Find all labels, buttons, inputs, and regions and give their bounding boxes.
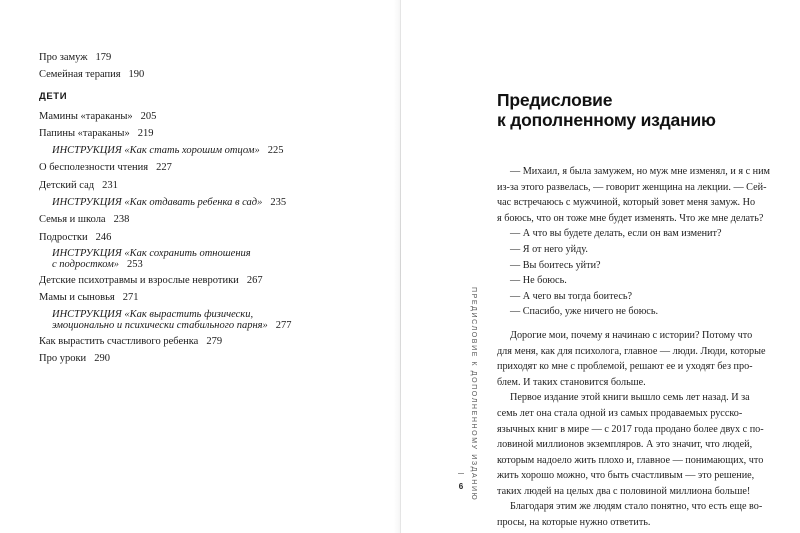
toc-entry-title-line: с подростком» 253	[52, 259, 143, 271]
text-line: для меня, как для психолога, главное — люди. Люди, которые	[497, 345, 766, 357]
toc-page-number: 227	[156, 162, 172, 174]
text-line: из-за этого развелась, — говорит женщина на лекции. — Сей-	[497, 181, 767, 193]
paragraph	[497, 499, 775, 530]
text-line: которым надоело жить плохо и, главное — понимающих, что	[497, 454, 764, 466]
toc-entry-title: Как вырастить счастливого ребенка	[39, 335, 199, 347]
text-line: Дорогие мои, почему я начинаю с истории? Потому что	[510, 329, 753, 341]
text-line: — Не боюсь.	[510, 275, 567, 287]
toc-entry-title: Семейная терапия	[39, 69, 121, 81]
toc-entry	[39, 213, 379, 230]
chapter-title-line-1: Предисловие	[497, 90, 613, 110]
paragraph	[497, 390, 775, 499]
toc-instruction-entry	[39, 248, 379, 274]
toc-page-number: 219	[137, 127, 154, 139]
text-line: жить хорошо можно, что быть счастливым — это решение,	[497, 470, 755, 482]
running-head: ПРЕДИСЛОВИЕ К ДОПОЛНЕННОМУ ИЗДАНИЮ	[470, 287, 477, 502]
text-line: язычных книг в мире — с 2017 года продано более двух с по-	[497, 423, 764, 435]
text-line: ловиной миллионов экземпляров. А это значит, что людей,	[497, 439, 753, 451]
text-line: час встречаюсь с мужчиной, который зовет меня замуж. Но	[497, 197, 756, 209]
paragraph	[497, 164, 775, 226]
toc-entry-title: Мамины «тараканы»	[39, 110, 133, 122]
text-line: — Вы боитесь уйти?	[510, 259, 601, 271]
paragraph	[497, 258, 775, 274]
toc-page-number: 205	[140, 110, 157, 122]
toc-entry-title: Про замуж	[39, 52, 88, 63]
paragraph-gap	[497, 320, 775, 328]
toc-entry	[39, 127, 379, 144]
text-line: — А что вы будете делать, если он вам изменит?	[510, 228, 722, 240]
chapter-title-line-2: к дополненному изданию	[497, 110, 716, 130]
toc-entry-title: ИНСТРУКЦИЯ «Как отдавать ребенка в сад»	[52, 197, 263, 209]
text-line: таких людей на целых два с половиной миллиона больше!	[497, 485, 751, 497]
toc-page-number: 246	[95, 231, 112, 243]
table-of-contents	[39, 51, 379, 369]
toc-section-heading: ДЕТИ	[39, 90, 68, 102]
paragraph	[497, 304, 775, 320]
toc-instruction-entry	[39, 196, 379, 213]
toc-entry	[39, 291, 379, 308]
text-line: я боюсь, что он тоже мне будет изменять. Что же мне делать?	[497, 212, 764, 224]
toc-entry	[39, 352, 379, 369]
chapter-title	[497, 90, 767, 130]
text-line: приходят ко мне с проблемой, решают ее и уходят без про-	[497, 361, 753, 373]
toc-entry-title-line: ИНСТРУКЦИЯ «Как вырастить физически,	[52, 308, 254, 320]
toc-entry	[39, 110, 379, 127]
toc-page-number: 279	[206, 335, 223, 347]
toc-entry-title-line: ИНСТРУКЦИЯ «Как сохранить отношения	[52, 247, 251, 259]
toc-entry	[39, 231, 379, 248]
paragraph	[497, 273, 775, 289]
text-line: — Спасибо, уже ничего не боюсь.	[510, 306, 659, 318]
toc-entry	[39, 161, 379, 178]
toc-entry-title: Подростки	[39, 231, 88, 243]
toc-instruction-entry	[39, 144, 379, 161]
toc-entry-title: О бесполезности чтения	[39, 162, 149, 174]
paragraph	[497, 242, 775, 258]
toc-page-number: 231	[102, 179, 118, 191]
toc-instruction-entry	[39, 309, 379, 335]
book-gutter	[400, 0, 401, 533]
toc-entry	[39, 51, 379, 68]
toc-entry-title: Папины «тараканы»	[39, 127, 130, 139]
text-line: — Михаил, я была замужем, но муж мне изменял, и я с ним	[510, 166, 771, 177]
toc-page-number: 277	[275, 320, 292, 332]
toc-page-number: 290	[94, 352, 110, 364]
toc-entry-title: ИНСТРУКЦИЯ «Как стать хорошим отцом»	[52, 145, 260, 157]
toc-page-number: 225	[267, 145, 284, 157]
toc-page-number: 235	[270, 197, 287, 209]
running-head-container	[455, 287, 477, 502]
paragraph	[497, 328, 775, 390]
toc-entry	[39, 274, 379, 291]
toc-entry-title: Мамы и сыновья	[39, 292, 115, 304]
toc-page-number: 267	[246, 274, 263, 286]
toc-entry-title: Детский сад	[39, 179, 95, 191]
toc-entry-title-line: эмоционально и психически стабильного парня» 277	[52, 320, 292, 332]
toc-entry	[39, 68, 379, 85]
toc-entry	[39, 179, 379, 196]
text-line: блем. И таких становится больше.	[497, 376, 646, 388]
text-line: — Я от него уйду.	[510, 243, 588, 255]
paragraph	[497, 289, 775, 305]
toc-entry-title: Семья и школа	[39, 214, 106, 226]
page-number: 6	[458, 482, 464, 491]
toc-entry-title: Про уроки	[39, 352, 87, 364]
toc-entry-title: Детские психотравмы и взрослые невротики	[39, 274, 239, 286]
text-line: — А чего вы тогда боитесь?	[510, 290, 633, 302]
toc-page-number: 179	[95, 52, 112, 63]
toc-page-number: 271	[122, 292, 139, 304]
toc-entry	[39, 335, 379, 352]
text-line: Благодаря этим же людям стало понятно, что есть еще во-	[510, 501, 763, 513]
text-line: Первое издание этой книги вышло семь лет назад. И за	[510, 392, 750, 404]
body-text	[497, 164, 775, 531]
paragraph	[497, 226, 775, 242]
toc-page-number: 238	[113, 214, 130, 226]
folio-rule	[458, 473, 464, 474]
toc-page-number: 190	[128, 69, 145, 81]
text-line: семь лет она стала одной из самых продаваемых русско-	[497, 407, 743, 419]
text-line: просы, на которые нужно ответить.	[497, 517, 651, 529]
toc-page-number: 253	[127, 259, 143, 271]
